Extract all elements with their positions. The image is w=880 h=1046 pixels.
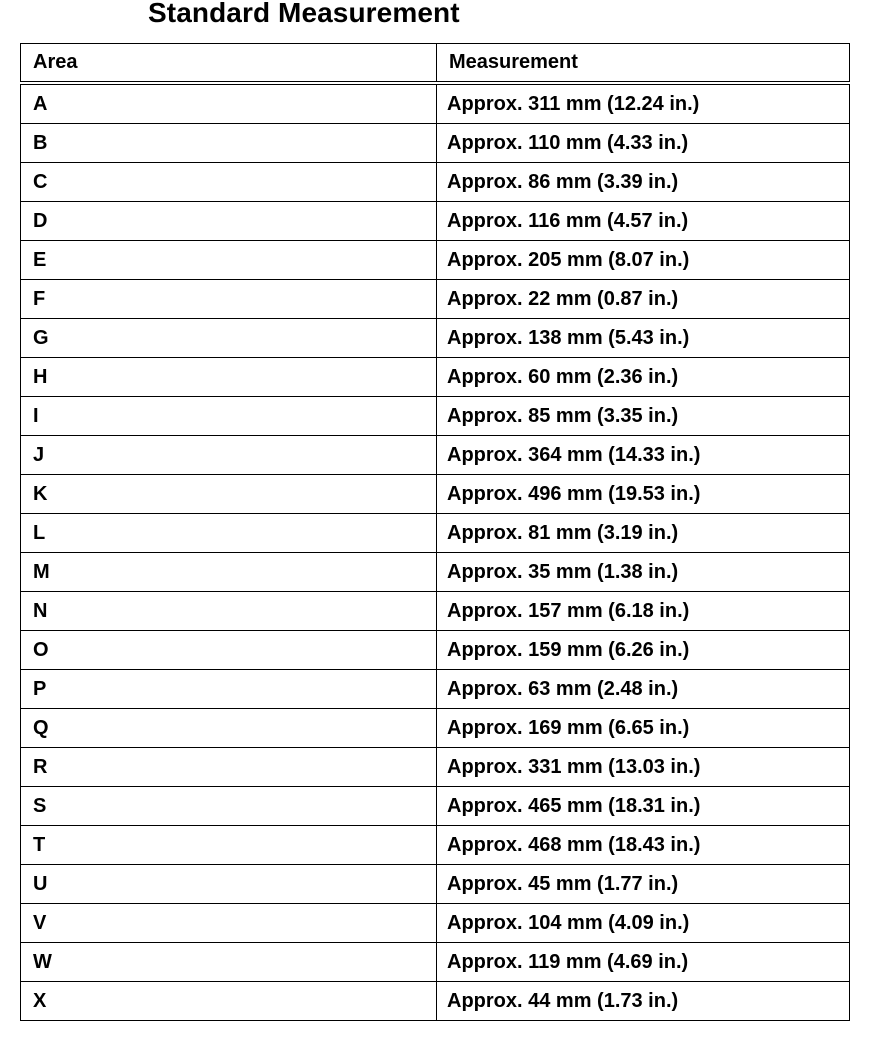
area-cell: M bbox=[21, 553, 437, 592]
table-row bbox=[21, 124, 850, 163]
measurement-cell: Approx. 81 mm (3.19 in.) bbox=[437, 514, 850, 553]
table-row bbox=[21, 592, 850, 631]
measurement-cell: Approx. 468 mm (18.43 in.) bbox=[437, 826, 850, 865]
area-cell: O bbox=[21, 631, 437, 670]
measurement-cell: Approx. 496 mm (19.53 in.) bbox=[437, 475, 850, 514]
measurement-cell: Approx. 35 mm (1.38 in.) bbox=[437, 553, 850, 592]
table-row bbox=[21, 904, 850, 943]
area-cell: X bbox=[21, 982, 437, 1021]
area-cell: G bbox=[21, 319, 437, 358]
page-title: Standard Measurement bbox=[148, 0, 460, 28]
area-cell: E bbox=[21, 241, 437, 280]
measurement-cell: Approx. 110 mm (4.33 in.) bbox=[437, 124, 850, 163]
area-cell: P bbox=[21, 670, 437, 709]
table-row bbox=[21, 826, 850, 865]
table-row bbox=[21, 280, 850, 319]
area-cell: W bbox=[21, 943, 437, 982]
measurement-cell: Approx. 86 mm (3.39 in.) bbox=[437, 163, 850, 202]
measurement-cell: Approx. 311 mm (12.24 in.) bbox=[437, 83, 850, 124]
table-row bbox=[21, 787, 850, 826]
header-measurement: Measurement bbox=[437, 44, 850, 84]
table-row bbox=[21, 202, 850, 241]
area-cell: V bbox=[21, 904, 437, 943]
area-cell: R bbox=[21, 748, 437, 787]
area-cell: B bbox=[21, 124, 437, 163]
table-row bbox=[21, 358, 850, 397]
measurement-cell: Approx. 157 mm (6.18 in.) bbox=[437, 592, 850, 631]
measurement-cell: Approx. 331 mm (13.03 in.) bbox=[437, 748, 850, 787]
area-cell: H bbox=[21, 358, 437, 397]
table-row bbox=[21, 436, 850, 475]
table-row bbox=[21, 748, 850, 787]
measurement-cell: Approx. 205 mm (8.07 in.) bbox=[437, 241, 850, 280]
table-row bbox=[21, 83, 850, 124]
table-row bbox=[21, 709, 850, 748]
area-cell: L bbox=[21, 514, 437, 553]
measurement-cell: Approx. 138 mm (5.43 in.) bbox=[437, 319, 850, 358]
area-cell: Q bbox=[21, 709, 437, 748]
area-cell: K bbox=[21, 475, 437, 514]
area-cell: A bbox=[21, 83, 437, 124]
header-area: Area bbox=[21, 44, 437, 84]
table-row bbox=[21, 865, 850, 904]
area-cell: S bbox=[21, 787, 437, 826]
measurement-cell: Approx. 85 mm (3.35 in.) bbox=[437, 397, 850, 436]
area-cell: I bbox=[21, 397, 437, 436]
table-row bbox=[21, 670, 850, 709]
table-header-row bbox=[21, 44, 850, 84]
table-row bbox=[21, 514, 850, 553]
measurement-cell: Approx. 119 mm (4.69 in.) bbox=[437, 943, 850, 982]
measurement-cell: Approx. 22 mm (0.87 in.) bbox=[437, 280, 850, 319]
table-row bbox=[21, 631, 850, 670]
table-body bbox=[21, 83, 850, 1021]
measurement-cell: Approx. 364 mm (14.33 in.) bbox=[437, 436, 850, 475]
table-row bbox=[21, 553, 850, 592]
measurement-table bbox=[20, 43, 850, 1021]
area-cell: C bbox=[21, 163, 437, 202]
area-cell: J bbox=[21, 436, 437, 475]
table-row bbox=[21, 475, 850, 514]
table-row bbox=[21, 397, 850, 436]
measurement-cell: Approx. 116 mm (4.57 in.) bbox=[437, 202, 850, 241]
measurement-cell: Approx. 169 mm (6.65 in.) bbox=[437, 709, 850, 748]
area-cell: N bbox=[21, 592, 437, 631]
area-cell: U bbox=[21, 865, 437, 904]
table-row bbox=[21, 943, 850, 982]
table-row bbox=[21, 982, 850, 1021]
measurement-cell: Approx. 465 mm (18.31 in.) bbox=[437, 787, 850, 826]
measurement-cell: Approx. 159 mm (6.26 in.) bbox=[437, 631, 850, 670]
measurement-cell: Approx. 45 mm (1.77 in.) bbox=[437, 865, 850, 904]
area-cell: D bbox=[21, 202, 437, 241]
table-row bbox=[21, 241, 850, 280]
measurement-cell: Approx. 104 mm (4.09 in.) bbox=[437, 904, 850, 943]
measurement-cell: Approx. 63 mm (2.48 in.) bbox=[437, 670, 850, 709]
table-row bbox=[21, 319, 850, 358]
table-row bbox=[21, 163, 850, 202]
measurement-cell: Approx. 44 mm (1.73 in.) bbox=[437, 982, 850, 1021]
area-cell: T bbox=[21, 826, 437, 865]
area-cell: F bbox=[21, 280, 437, 319]
measurement-cell: Approx. 60 mm (2.36 in.) bbox=[437, 358, 850, 397]
